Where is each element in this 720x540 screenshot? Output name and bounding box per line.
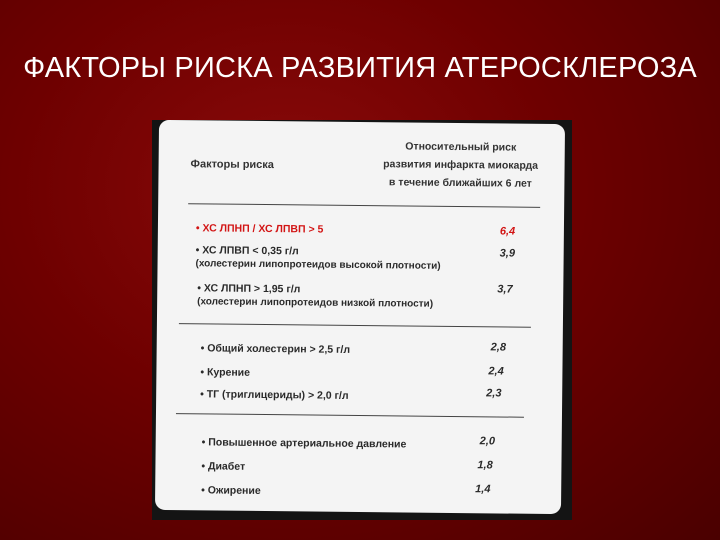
header-relative-risk bbox=[372, 137, 549, 193]
header-risk-line-1: Относительный риск bbox=[405, 140, 517, 154]
table-row bbox=[201, 460, 245, 473]
header-divider bbox=[188, 203, 540, 208]
table-row bbox=[200, 366, 250, 380]
row-value: 3,9 bbox=[499, 247, 516, 260]
row-factor: • ХС ЛПНП > 1,95 г/л bbox=[197, 282, 301, 296]
group-divider bbox=[179, 323, 531, 328]
row-value: 1,4 bbox=[475, 483, 491, 496]
row-value: 2,4 bbox=[488, 365, 504, 378]
table-row bbox=[200, 388, 348, 403]
row-factor: • Повышенное артериальное давление bbox=[201, 436, 407, 451]
row-factor-note: (холестерин липопротеидов низкой плотности) bbox=[197, 296, 434, 310]
row-value: 1,8 bbox=[477, 459, 493, 472]
header-risk-line-3: в течение ближайших 6 лет bbox=[388, 176, 532, 190]
row-factor: • ХС ЛПНП / ХС ЛПВП > 5 bbox=[195, 222, 324, 236]
row-value: 2,0 bbox=[479, 435, 496, 448]
table-row bbox=[202, 436, 407, 451]
row-factor: • Диабет bbox=[201, 460, 246, 473]
table-row bbox=[196, 222, 324, 236]
row-factor: • ХС ЛПВП < 0,35 г/л bbox=[195, 244, 299, 258]
table-row bbox=[197, 282, 433, 310]
row-factor: • ТГ (триглицериды) > 2,0 г/л bbox=[200, 388, 349, 402]
row-value: 3,7 bbox=[497, 283, 513, 296]
group-divider bbox=[176, 413, 524, 418]
header-risk-line-2: развития инфаркта миокарда bbox=[383, 158, 539, 172]
row-factor: • Ожирение bbox=[201, 484, 261, 497]
slide-title: ФАКТОРЫ РИСКА РАЗВИТИЯ АТЕРОСКЛЕРОЗА bbox=[23, 52, 697, 84]
table-row bbox=[195, 244, 440, 273]
row-value: 6,4 bbox=[499, 225, 516, 238]
table-row bbox=[201, 484, 261, 498]
row-factor: • Курение bbox=[200, 366, 251, 379]
row-factor-note: (холестерин липопротеидов высокой плотности) bbox=[195, 258, 441, 272]
row-factor: • Общий холестерин > 2,5 г/л bbox=[200, 342, 351, 356]
risk-factor-table bbox=[155, 120, 565, 514]
table-row bbox=[201, 342, 351, 357]
header-risk-factors: Факторы риска bbox=[190, 158, 275, 172]
row-value: 2,3 bbox=[486, 387, 502, 400]
row-value: 2,8 bbox=[490, 341, 507, 354]
